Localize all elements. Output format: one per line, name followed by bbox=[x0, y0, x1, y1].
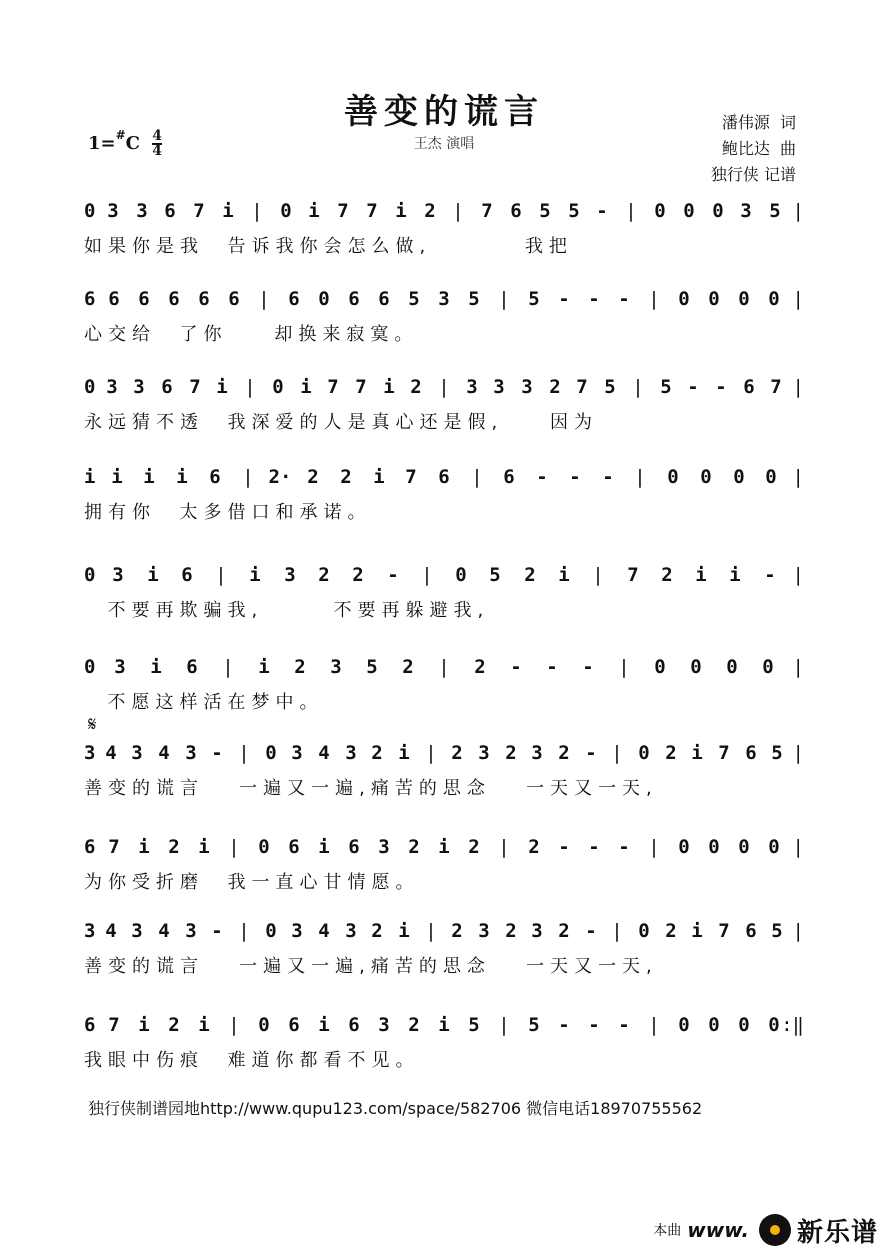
barline: | bbox=[498, 1014, 510, 1036]
note: 0 bbox=[712, 200, 724, 222]
note: 4 bbox=[158, 920, 170, 942]
note: 0 bbox=[280, 200, 292, 222]
note: 6 bbox=[168, 288, 180, 310]
note: 0 bbox=[654, 200, 666, 222]
note: 5 bbox=[468, 1014, 480, 1036]
note: 3 bbox=[131, 742, 143, 764]
note: 0 bbox=[318, 288, 330, 310]
note: i bbox=[176, 466, 188, 488]
note: i bbox=[318, 1014, 330, 1036]
meter-numerator: 4 bbox=[152, 128, 163, 144]
note: 3 bbox=[478, 742, 490, 764]
note: 2 bbox=[528, 836, 540, 858]
note: 0 bbox=[708, 836, 720, 858]
note: 5 bbox=[604, 376, 616, 398]
note: i bbox=[84, 466, 96, 488]
note: 3 bbox=[291, 742, 303, 764]
note: 6 bbox=[198, 288, 210, 310]
note: 3 bbox=[106, 376, 118, 398]
note: - bbox=[588, 288, 600, 310]
note: i bbox=[308, 200, 320, 222]
note: 6 bbox=[181, 564, 193, 586]
note: - bbox=[618, 288, 630, 310]
note: 6 bbox=[161, 376, 173, 398]
note: 2 bbox=[307, 466, 319, 488]
note: 3 bbox=[531, 920, 543, 942]
barline: | bbox=[238, 920, 250, 942]
note: 2 bbox=[505, 742, 517, 764]
note: 0 bbox=[738, 288, 750, 310]
note: 5 bbox=[771, 920, 783, 942]
note: 2 bbox=[549, 376, 561, 398]
lyricist-credit: 潘伟源 词 bbox=[721, 113, 796, 132]
note: 0 bbox=[708, 288, 720, 310]
barline: | bbox=[648, 288, 660, 310]
note: 5 bbox=[568, 200, 580, 222]
note: 2 bbox=[524, 564, 536, 586]
note: - bbox=[510, 656, 522, 678]
lyric-row-1: 如果你是我 告诉我你会怎么做, 我把 bbox=[84, 236, 573, 257]
notation-row-4 bbox=[84, 466, 814, 496]
barline: | bbox=[618, 656, 630, 678]
note: 7 bbox=[189, 376, 201, 398]
note: 7 bbox=[108, 836, 120, 858]
barline: | bbox=[222, 656, 234, 678]
note: i bbox=[691, 920, 703, 942]
note: 6 bbox=[84, 1014, 96, 1036]
note: 3 bbox=[84, 920, 96, 942]
note: 6 bbox=[288, 1014, 300, 1036]
note: 6 bbox=[503, 466, 515, 488]
note: 2 bbox=[410, 376, 422, 398]
note: - bbox=[582, 656, 594, 678]
note: 0 bbox=[258, 836, 270, 858]
note: 2 bbox=[168, 1014, 180, 1036]
segno-icon: 𝄋 bbox=[88, 712, 97, 736]
barline: | bbox=[792, 656, 804, 678]
note: 3 bbox=[531, 742, 543, 764]
note: 2 bbox=[665, 742, 677, 764]
note: 3 bbox=[107, 200, 119, 222]
note: i bbox=[111, 466, 123, 488]
note: 0 bbox=[738, 1014, 750, 1036]
barline: | bbox=[792, 466, 804, 488]
note: 3 bbox=[330, 656, 342, 678]
note: 0 bbox=[765, 466, 777, 488]
sharp-icon: # bbox=[115, 128, 126, 142]
note: 5 bbox=[468, 288, 480, 310]
note: 0 bbox=[84, 656, 96, 678]
barline: | bbox=[792, 564, 804, 586]
barline: | bbox=[438, 376, 450, 398]
note: 7 bbox=[576, 376, 588, 398]
note: 5 bbox=[528, 288, 540, 310]
note: 3 bbox=[493, 376, 505, 398]
note: 3 bbox=[114, 656, 126, 678]
logo-www-text: www. bbox=[687, 1218, 749, 1242]
note: - bbox=[211, 920, 223, 942]
note: 0 bbox=[258, 1014, 270, 1036]
note: 0 bbox=[272, 376, 284, 398]
note: - bbox=[558, 1014, 570, 1036]
note: - bbox=[211, 742, 223, 764]
time-signature bbox=[152, 130, 162, 158]
note: 7 bbox=[405, 466, 417, 488]
note: - bbox=[585, 742, 597, 764]
notation-row-3 bbox=[84, 376, 814, 406]
note: 3 bbox=[478, 920, 490, 942]
note: 0 bbox=[726, 656, 738, 678]
note: - bbox=[687, 376, 699, 398]
note: 3 bbox=[345, 920, 357, 942]
note: 2 bbox=[468, 836, 480, 858]
note: 0 bbox=[678, 1014, 690, 1036]
note: 6 bbox=[228, 288, 240, 310]
note: 2 bbox=[558, 920, 570, 942]
barline: | bbox=[238, 742, 250, 764]
note: i bbox=[138, 836, 150, 858]
lyric-row-2: 心交给 了你 却换来寂寞。 bbox=[84, 324, 419, 345]
barline: | bbox=[421, 564, 433, 586]
note: 4 bbox=[105, 742, 117, 764]
note: - bbox=[585, 920, 597, 942]
notation-row-2 bbox=[84, 288, 814, 318]
note: 3 bbox=[345, 742, 357, 764]
barline: | bbox=[498, 288, 510, 310]
note: 3 bbox=[84, 742, 96, 764]
note: 0 bbox=[738, 836, 750, 858]
note: 7 bbox=[718, 920, 730, 942]
note: 2 bbox=[352, 564, 364, 586]
note: 0 bbox=[708, 1014, 720, 1036]
note: 7 bbox=[355, 376, 367, 398]
note: 0 bbox=[667, 466, 679, 488]
note: - bbox=[618, 1014, 630, 1036]
note: i bbox=[143, 466, 155, 488]
note: 3 bbox=[136, 200, 148, 222]
note: i bbox=[222, 200, 234, 222]
note: 5 bbox=[769, 200, 781, 222]
transcriber-credit: 独行侠 记谱 bbox=[710, 165, 796, 184]
note: 0 bbox=[638, 742, 650, 764]
barline: | bbox=[244, 376, 256, 398]
barline: | bbox=[792, 742, 804, 764]
note: - bbox=[536, 466, 548, 488]
note: i bbox=[438, 836, 450, 858]
note: 5 bbox=[539, 200, 551, 222]
note: 0 bbox=[678, 288, 690, 310]
note: i bbox=[198, 1014, 210, 1036]
note: 3 bbox=[378, 836, 390, 858]
note: 6 bbox=[84, 288, 96, 310]
note: - bbox=[387, 564, 399, 586]
note: 4 bbox=[318, 920, 330, 942]
barline: | bbox=[632, 376, 644, 398]
note: 3 bbox=[521, 376, 533, 398]
note: 0 bbox=[265, 920, 277, 942]
note: 2 bbox=[661, 564, 673, 586]
note: - bbox=[715, 376, 727, 398]
barline: | bbox=[648, 1014, 660, 1036]
lyric-row-6: 不愿这样活在梦中。 bbox=[84, 692, 324, 713]
note: 5 bbox=[366, 656, 378, 678]
note: - bbox=[596, 200, 608, 222]
barline: | bbox=[258, 288, 270, 310]
note: 3 bbox=[185, 742, 197, 764]
lyric-row-8: 为你受折磨 我一直心甘情愿。 bbox=[84, 872, 420, 893]
barline: | bbox=[215, 564, 227, 586]
note: i bbox=[398, 920, 410, 942]
note: 2 bbox=[168, 836, 180, 858]
barline: | bbox=[251, 200, 263, 222]
barline: | bbox=[228, 836, 240, 858]
note: - bbox=[546, 656, 558, 678]
barline: | bbox=[611, 920, 623, 942]
note: i bbox=[383, 376, 395, 398]
note: 7 bbox=[327, 376, 339, 398]
note: - bbox=[558, 836, 570, 858]
note: 0 bbox=[762, 656, 774, 678]
note: i bbox=[558, 564, 570, 586]
note: 2· bbox=[268, 466, 292, 488]
note: 4 bbox=[105, 920, 117, 942]
note: 3 bbox=[438, 288, 450, 310]
note: - bbox=[602, 466, 614, 488]
note: i bbox=[438, 1014, 450, 1036]
lyric-row-10: 我眼中伤痕 难道你都看不见。 bbox=[84, 1050, 420, 1071]
note: 0 bbox=[654, 656, 666, 678]
note: 2 bbox=[402, 656, 414, 678]
note: 6 bbox=[510, 200, 522, 222]
barline: | bbox=[452, 200, 464, 222]
notation-row-9 bbox=[84, 920, 814, 950]
note: i bbox=[138, 1014, 150, 1036]
note: - bbox=[588, 836, 600, 858]
note: i bbox=[300, 376, 312, 398]
note: 4 bbox=[158, 742, 170, 764]
note: 0 bbox=[690, 656, 702, 678]
note: 6 bbox=[164, 200, 176, 222]
note: 6 bbox=[84, 836, 96, 858]
lyric-row-3: 永远猜不透 我深爱的人是真心还是假, 因为 bbox=[84, 412, 599, 433]
note: 3 bbox=[466, 376, 478, 398]
note: 2 bbox=[558, 742, 570, 764]
note: 7 bbox=[337, 200, 349, 222]
note: 6 bbox=[438, 466, 450, 488]
note: i bbox=[695, 564, 707, 586]
barline: | bbox=[611, 742, 623, 764]
notation-row-8 bbox=[84, 836, 814, 866]
note: 2 bbox=[371, 920, 383, 942]
note: 0 bbox=[455, 564, 467, 586]
note: 0 bbox=[84, 564, 96, 586]
note: 2 bbox=[340, 466, 352, 488]
note: 7 bbox=[481, 200, 493, 222]
note: 6 bbox=[186, 656, 198, 678]
note: 3 bbox=[112, 564, 124, 586]
note: 2 bbox=[318, 564, 330, 586]
note: i bbox=[216, 376, 228, 398]
barline: | bbox=[471, 466, 483, 488]
notation-row-5 bbox=[84, 564, 814, 594]
note: i bbox=[729, 564, 741, 586]
note: 0 bbox=[733, 466, 745, 488]
footer-text: 独行侠制谱园地http://www.qupu123.com/space/582706 微信电话18970755562 bbox=[88, 1099, 703, 1118]
note: 7 bbox=[718, 742, 730, 764]
note: 3 bbox=[378, 1014, 390, 1036]
note: i bbox=[373, 466, 385, 488]
note: 6 bbox=[209, 466, 221, 488]
composer-credit: 鲍比达 曲 bbox=[721, 139, 796, 158]
note: 7 bbox=[193, 200, 205, 222]
site-logo bbox=[653, 1212, 878, 1248]
note: i bbox=[395, 200, 407, 222]
note: 6 bbox=[745, 742, 757, 764]
note: 6 bbox=[288, 836, 300, 858]
key-prefix: 1= bbox=[88, 133, 116, 154]
lyric-row-7: 善变的谎言 一遍又一遍,痛苦的思念 一天又一天, bbox=[84, 778, 658, 799]
record-disc-icon bbox=[759, 1214, 791, 1246]
logo-small-text: 本曲 bbox=[653, 1223, 682, 1239]
note: - bbox=[569, 466, 581, 488]
barline: | bbox=[592, 564, 604, 586]
barline: | bbox=[425, 920, 437, 942]
note: i bbox=[198, 836, 210, 858]
note: 0 bbox=[768, 836, 780, 858]
lyric-row-4: 拥有你 太多借口和承诺。 bbox=[84, 502, 372, 523]
note: 0 bbox=[265, 742, 277, 764]
note: i bbox=[258, 656, 270, 678]
notation-row-10 bbox=[84, 1014, 814, 1044]
note: 2 bbox=[408, 836, 420, 858]
note: 0 bbox=[700, 466, 712, 488]
notation-row-7 bbox=[84, 742, 814, 772]
barline: | bbox=[242, 466, 254, 488]
barline: | bbox=[625, 200, 637, 222]
note: 2 bbox=[408, 1014, 420, 1036]
barline: | bbox=[792, 200, 804, 222]
note: 7 bbox=[627, 564, 639, 586]
note: - bbox=[618, 836, 630, 858]
note: i bbox=[318, 836, 330, 858]
note: 6 bbox=[378, 288, 390, 310]
note: i bbox=[398, 742, 410, 764]
note: 3 bbox=[133, 376, 145, 398]
credits bbox=[711, 110, 796, 188]
lyric-row-9: 善变的谎言 一遍又一遍,痛苦的思念 一天又一天, bbox=[84, 956, 658, 977]
barline: | bbox=[425, 742, 437, 764]
note: 0 bbox=[768, 288, 780, 310]
note: 7 bbox=[366, 200, 378, 222]
note: 3 bbox=[740, 200, 752, 222]
note: 7 bbox=[108, 1014, 120, 1036]
barline: | bbox=[498, 836, 510, 858]
meter-denominator: 4 bbox=[152, 143, 163, 159]
notation-row-6 bbox=[84, 656, 814, 686]
key-note: C bbox=[125, 133, 140, 154]
note: 3 bbox=[284, 564, 296, 586]
key-signature bbox=[88, 130, 162, 158]
note: 2 bbox=[451, 920, 463, 942]
barline: | bbox=[792, 288, 804, 310]
note: 3 bbox=[291, 920, 303, 942]
note: 6 bbox=[745, 920, 757, 942]
note: 5 bbox=[489, 564, 501, 586]
note: i bbox=[147, 564, 159, 586]
note: 2 bbox=[424, 200, 436, 222]
note: 2 bbox=[474, 656, 486, 678]
barline: | bbox=[438, 656, 450, 678]
barline: | bbox=[228, 1014, 240, 1036]
note: 0 bbox=[84, 376, 96, 398]
note: 6 bbox=[288, 288, 300, 310]
singer-line: 王杰 演唱 bbox=[413, 136, 475, 152]
barline: :‖ bbox=[781, 1014, 804, 1036]
note: 2 bbox=[371, 742, 383, 764]
barline: | bbox=[792, 920, 804, 942]
note: 2 bbox=[665, 920, 677, 942]
lyric-row-5: 不要再欺骗我, 不要再躲避我, bbox=[84, 600, 490, 621]
note: i bbox=[150, 656, 162, 678]
note: 4 bbox=[318, 742, 330, 764]
note: 0 bbox=[768, 1014, 780, 1036]
note: 5 bbox=[528, 1014, 540, 1036]
note: i bbox=[249, 564, 261, 586]
note: 3 bbox=[185, 920, 197, 942]
note: 0 bbox=[84, 200, 96, 222]
note: 2 bbox=[294, 656, 306, 678]
notation-row-1 bbox=[84, 200, 814, 230]
note: 0 bbox=[678, 836, 690, 858]
song-title: 善变的谎言 bbox=[344, 92, 544, 132]
note: 6 bbox=[743, 376, 755, 398]
note: 5 bbox=[771, 742, 783, 764]
note: - bbox=[558, 288, 570, 310]
note: i bbox=[691, 742, 703, 764]
note: 6 bbox=[138, 288, 150, 310]
note: - bbox=[764, 564, 776, 586]
note: 5 bbox=[408, 288, 420, 310]
note: 0 bbox=[683, 200, 695, 222]
note: - bbox=[588, 1014, 600, 1036]
logo-brand-text: 新乐谱 bbox=[796, 1217, 878, 1248]
note: 6 bbox=[348, 1014, 360, 1036]
note: 6 bbox=[348, 288, 360, 310]
note: 5 bbox=[660, 376, 672, 398]
barline: | bbox=[648, 836, 660, 858]
note: 3 bbox=[131, 920, 143, 942]
note: 2 bbox=[451, 742, 463, 764]
note: 7 bbox=[770, 376, 782, 398]
barline: | bbox=[792, 836, 804, 858]
note: 0 bbox=[638, 920, 650, 942]
barline: | bbox=[634, 466, 646, 488]
barline: | bbox=[792, 376, 804, 398]
note: 2 bbox=[505, 920, 517, 942]
note: 6 bbox=[348, 836, 360, 858]
note: 6 bbox=[108, 288, 120, 310]
